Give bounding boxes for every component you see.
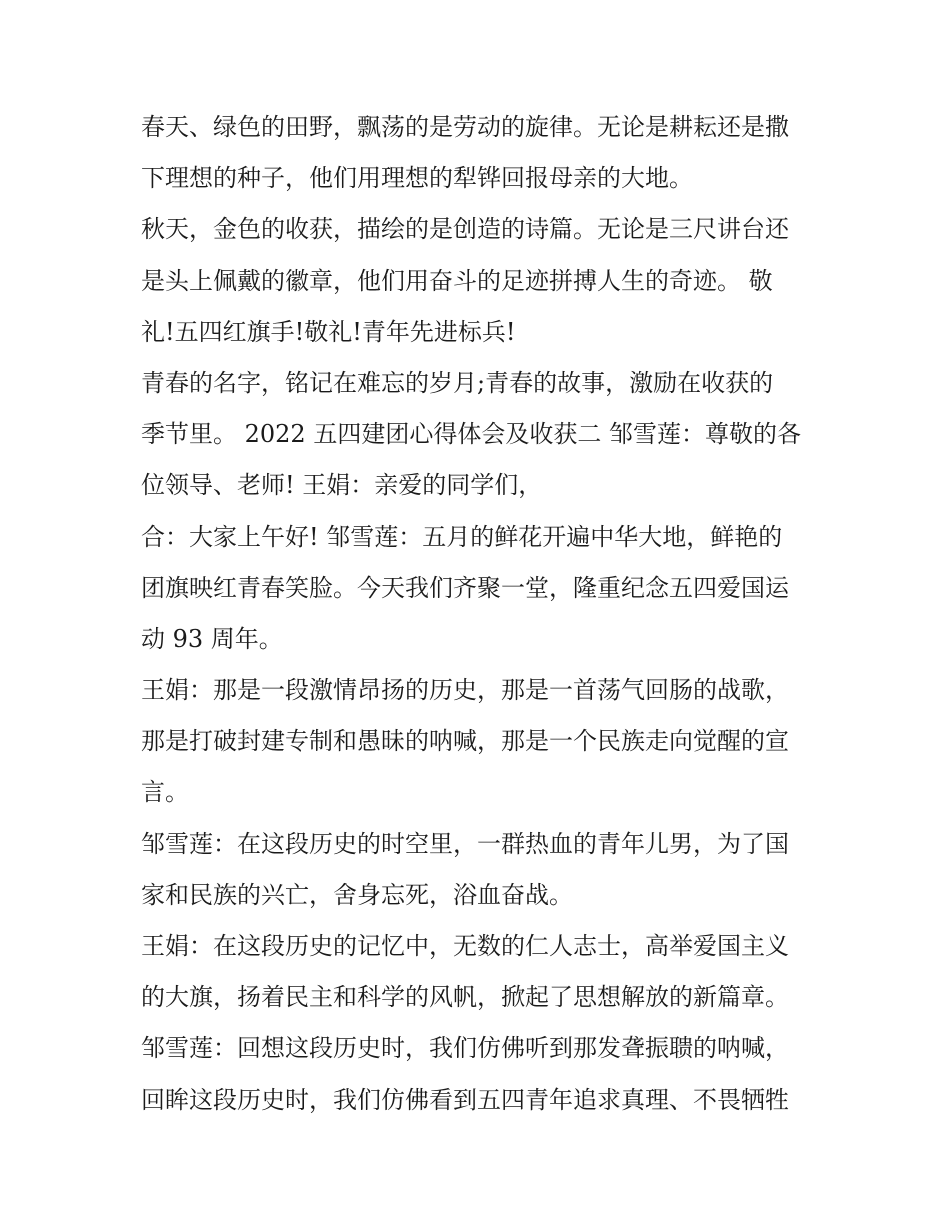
text-line: 礼!五四红旗手!敬礼!青年先进标兵! (141, 317, 516, 346)
text-line: 邹雪莲：在这段历史的时空里，一群热血的青年儿男，为了国 (141, 829, 789, 858)
text-line: 邹雪莲：回想这段历史时，我们仿佛听到那发聋振聩的呐喊， (141, 1034, 789, 1063)
text-line: 那是打破封建专制和愚昧的呐喊，那是一个民族走向觉醒的宣 (141, 727, 789, 756)
text-line: 团旗映红青春笑脸。今天我们齐聚一堂，隆重纪念五四爱国运 (141, 573, 789, 602)
text-line: 春天、绿色的田野，飘荡的是劳动的旋律。无论是耕耘还是撒 (141, 113, 789, 141)
text-line: 季节里。 2022 五四建团心得体会及收获二 邹雪莲：尊敬的各 (141, 420, 801, 449)
text-line: 是头上佩戴的徽章，他们用奋斗的足迹拼搏人生的奇迹。 敬 (141, 266, 773, 295)
text-line: 王娟：那是一段激情昂扬的历史，那是一首荡气回肠的战歌， (141, 676, 789, 705)
text-line: 秋天，金色的收获，描绘的是创造的诗篇。无论是三尺讲台还 (141, 215, 789, 244)
text-line: 言。 (141, 778, 189, 807)
text-line: 家和民族的兴亡，舍身忘死，浴血奋战。 (141, 880, 573, 909)
text-line: 动 93 周年。 (141, 624, 283, 653)
document-page (141, 102, 821, 1126)
text-line: 合：大家上午好! 邹雪莲：五月的鲜花开遍中华大地，鲜艳的 (141, 522, 783, 551)
text-line: 下理想的种子，他们用理想的犁铧回报母亲的大地。 (141, 164, 693, 193)
text-line: 王娟：在这段历史的记忆中，无数的仁人志士，高举爱国主义 (141, 932, 789, 960)
text-line: 的大旗，扬着民主和科学的风帆，掀起了思想解放的新篇章。 (141, 983, 789, 1012)
text-line: 青春的名字，铭记在难忘的岁月;青春的故事，激励在收获的 (141, 368, 774, 397)
text-line: 回眸这段历史时，我们仿佛看到五四青年追求真理、不畏牺牲 (141, 1085, 789, 1114)
text-line: 位领导、老师! 王娟：亲爱的同学们， (141, 471, 543, 500)
